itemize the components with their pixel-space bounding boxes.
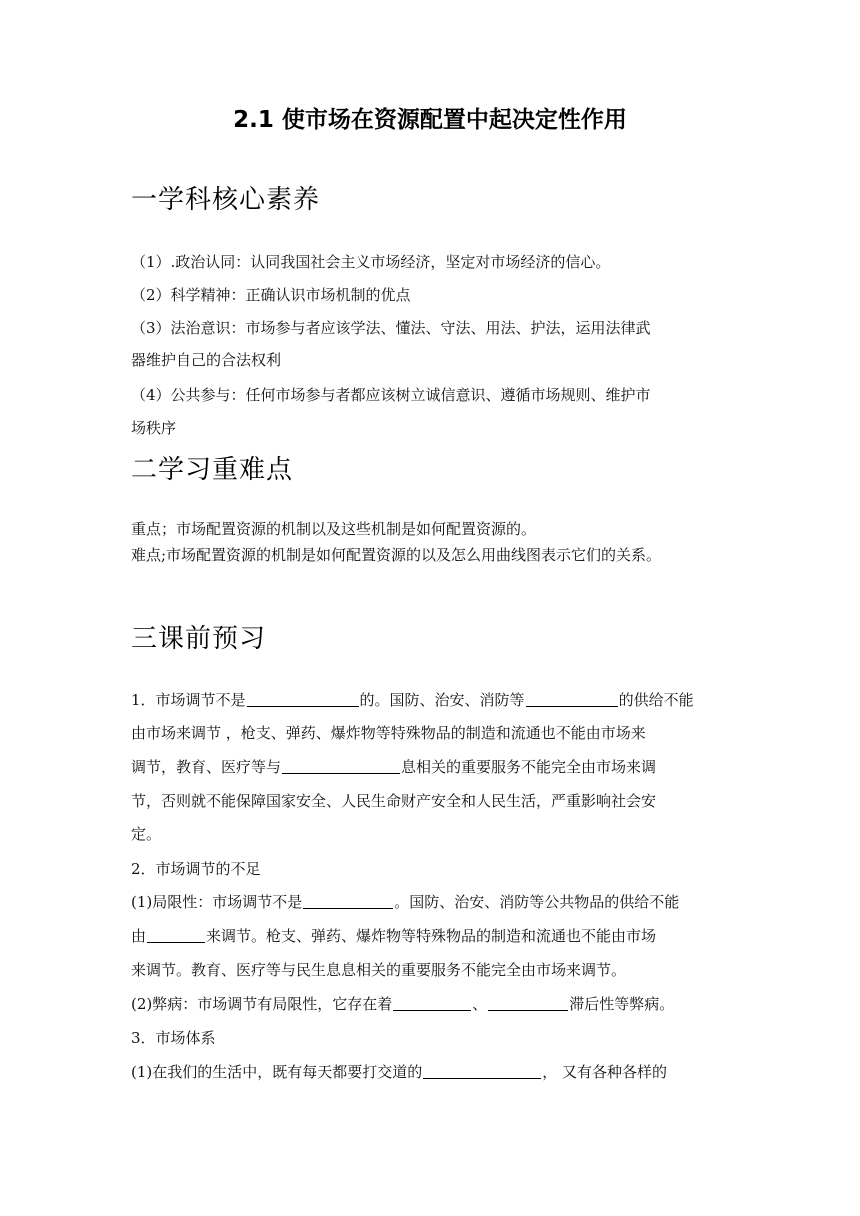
question-1-line-5: 定。 (131, 825, 162, 843)
fill-blank[interactable] (247, 691, 359, 707)
text-segment: 来调节。枪支、弹药、爆炸物等特殊物品的制造和流通也不能由市场 (206, 927, 657, 945)
question-3-line-1 (131, 1061, 667, 1083)
fill-blank[interactable] (423, 1063, 541, 1079)
fill-blank[interactable] (526, 691, 618, 707)
text-segment: 息相关的重要服务不能完全由市场来调 (401, 758, 657, 776)
text-segment: 1．市场调节不是 (131, 691, 246, 709)
text-segment: 由 (131, 927, 147, 945)
text-segment: (2)弊病：市场调节有局限性，它存在着 (131, 995, 393, 1013)
section-heading-key-points: 二学习重难点 (131, 455, 294, 485)
question-2-line-4 (131, 993, 674, 1015)
question-1-line-1 (131, 689, 694, 711)
question-2-line-2 (131, 925, 656, 947)
question-2-line-3: 来调节。教育、医疗等与民生息息相关的重要服务不能完全由市场来调节。 (131, 961, 627, 979)
paragraph-line: （1）.政治认同：认同我国社会主义市场经济，坚定对市场经济的信心。 (131, 253, 611, 271)
question-3-title: 3．市场体系 (131, 1029, 216, 1047)
paragraph-line: 器维护自己的合法权利 (131, 351, 282, 369)
fill-blank[interactable] (303, 893, 393, 909)
text-segment: 滞后性等弊病。 (569, 995, 675, 1013)
text-segment: 的供给不能 (618, 691, 694, 709)
paragraph-line: （3）法治意识：市场参与者应该学法、懂法、守法、用法、护法，运用法律武 (131, 319, 651, 337)
question-1-line-4: 节，否则就不能保障国家安全、人民生命财产安全和人民生活，严重影响社会安 (131, 792, 657, 810)
text-segment: (1)局限性：市场调节不是 (131, 893, 303, 911)
question-2-line-1 (131, 891, 679, 913)
page-title: 2.1 使市场在资源配置中起决定性作用 (233, 107, 627, 133)
fill-blank[interactable] (488, 995, 568, 1011)
section-heading-preview: 三课前预习 (131, 624, 267, 654)
paragraph-line: 重点；市场配置资源的机制以及这些机制是如何配置资源的。 (131, 520, 537, 538)
text-segment: 调节，教育、医疗等与 (131, 758, 282, 776)
fill-blank[interactable] (282, 758, 400, 774)
question-1-line-2: 由市场来调节 ，枪支、弹药、爆炸物等特殊物品的制造和流通也不能由市场来 (131, 724, 646, 742)
text-segment: ， 又有各种各样的 (542, 1063, 668, 1081)
text-segment: 。国防、治安、消防等公共物品的供给不能 (394, 893, 680, 911)
section-heading-core-literacy: 一学科核心素养 (131, 185, 321, 215)
question-1-line-3 (131, 756, 656, 778)
text-segment: 、 (472, 995, 488, 1013)
fill-blank[interactable] (393, 995, 471, 1011)
paragraph-line: （4）公共参与：任何市场参与者都应该树立诚信意识、遵循市场规则、维护市 (131, 386, 651, 404)
fill-blank[interactable] (147, 927, 205, 943)
paragraph-line: 难点;市场配置资源的机制是如何配置资源的以及怎么用曲线图表示它们的关系。 (131, 546, 662, 564)
paragraph-line: （2）科学精神：正确认识市场机制的优点 (131, 286, 411, 304)
text-segment: 的。国防、治安、消防等 (359, 691, 525, 709)
question-2-title: 2．市场调节的不足 (131, 860, 261, 878)
text-segment: (1)在我们的生活中，既有每天都要打交道的 (131, 1063, 423, 1081)
paragraph-line: 场秩序 (131, 419, 177, 437)
